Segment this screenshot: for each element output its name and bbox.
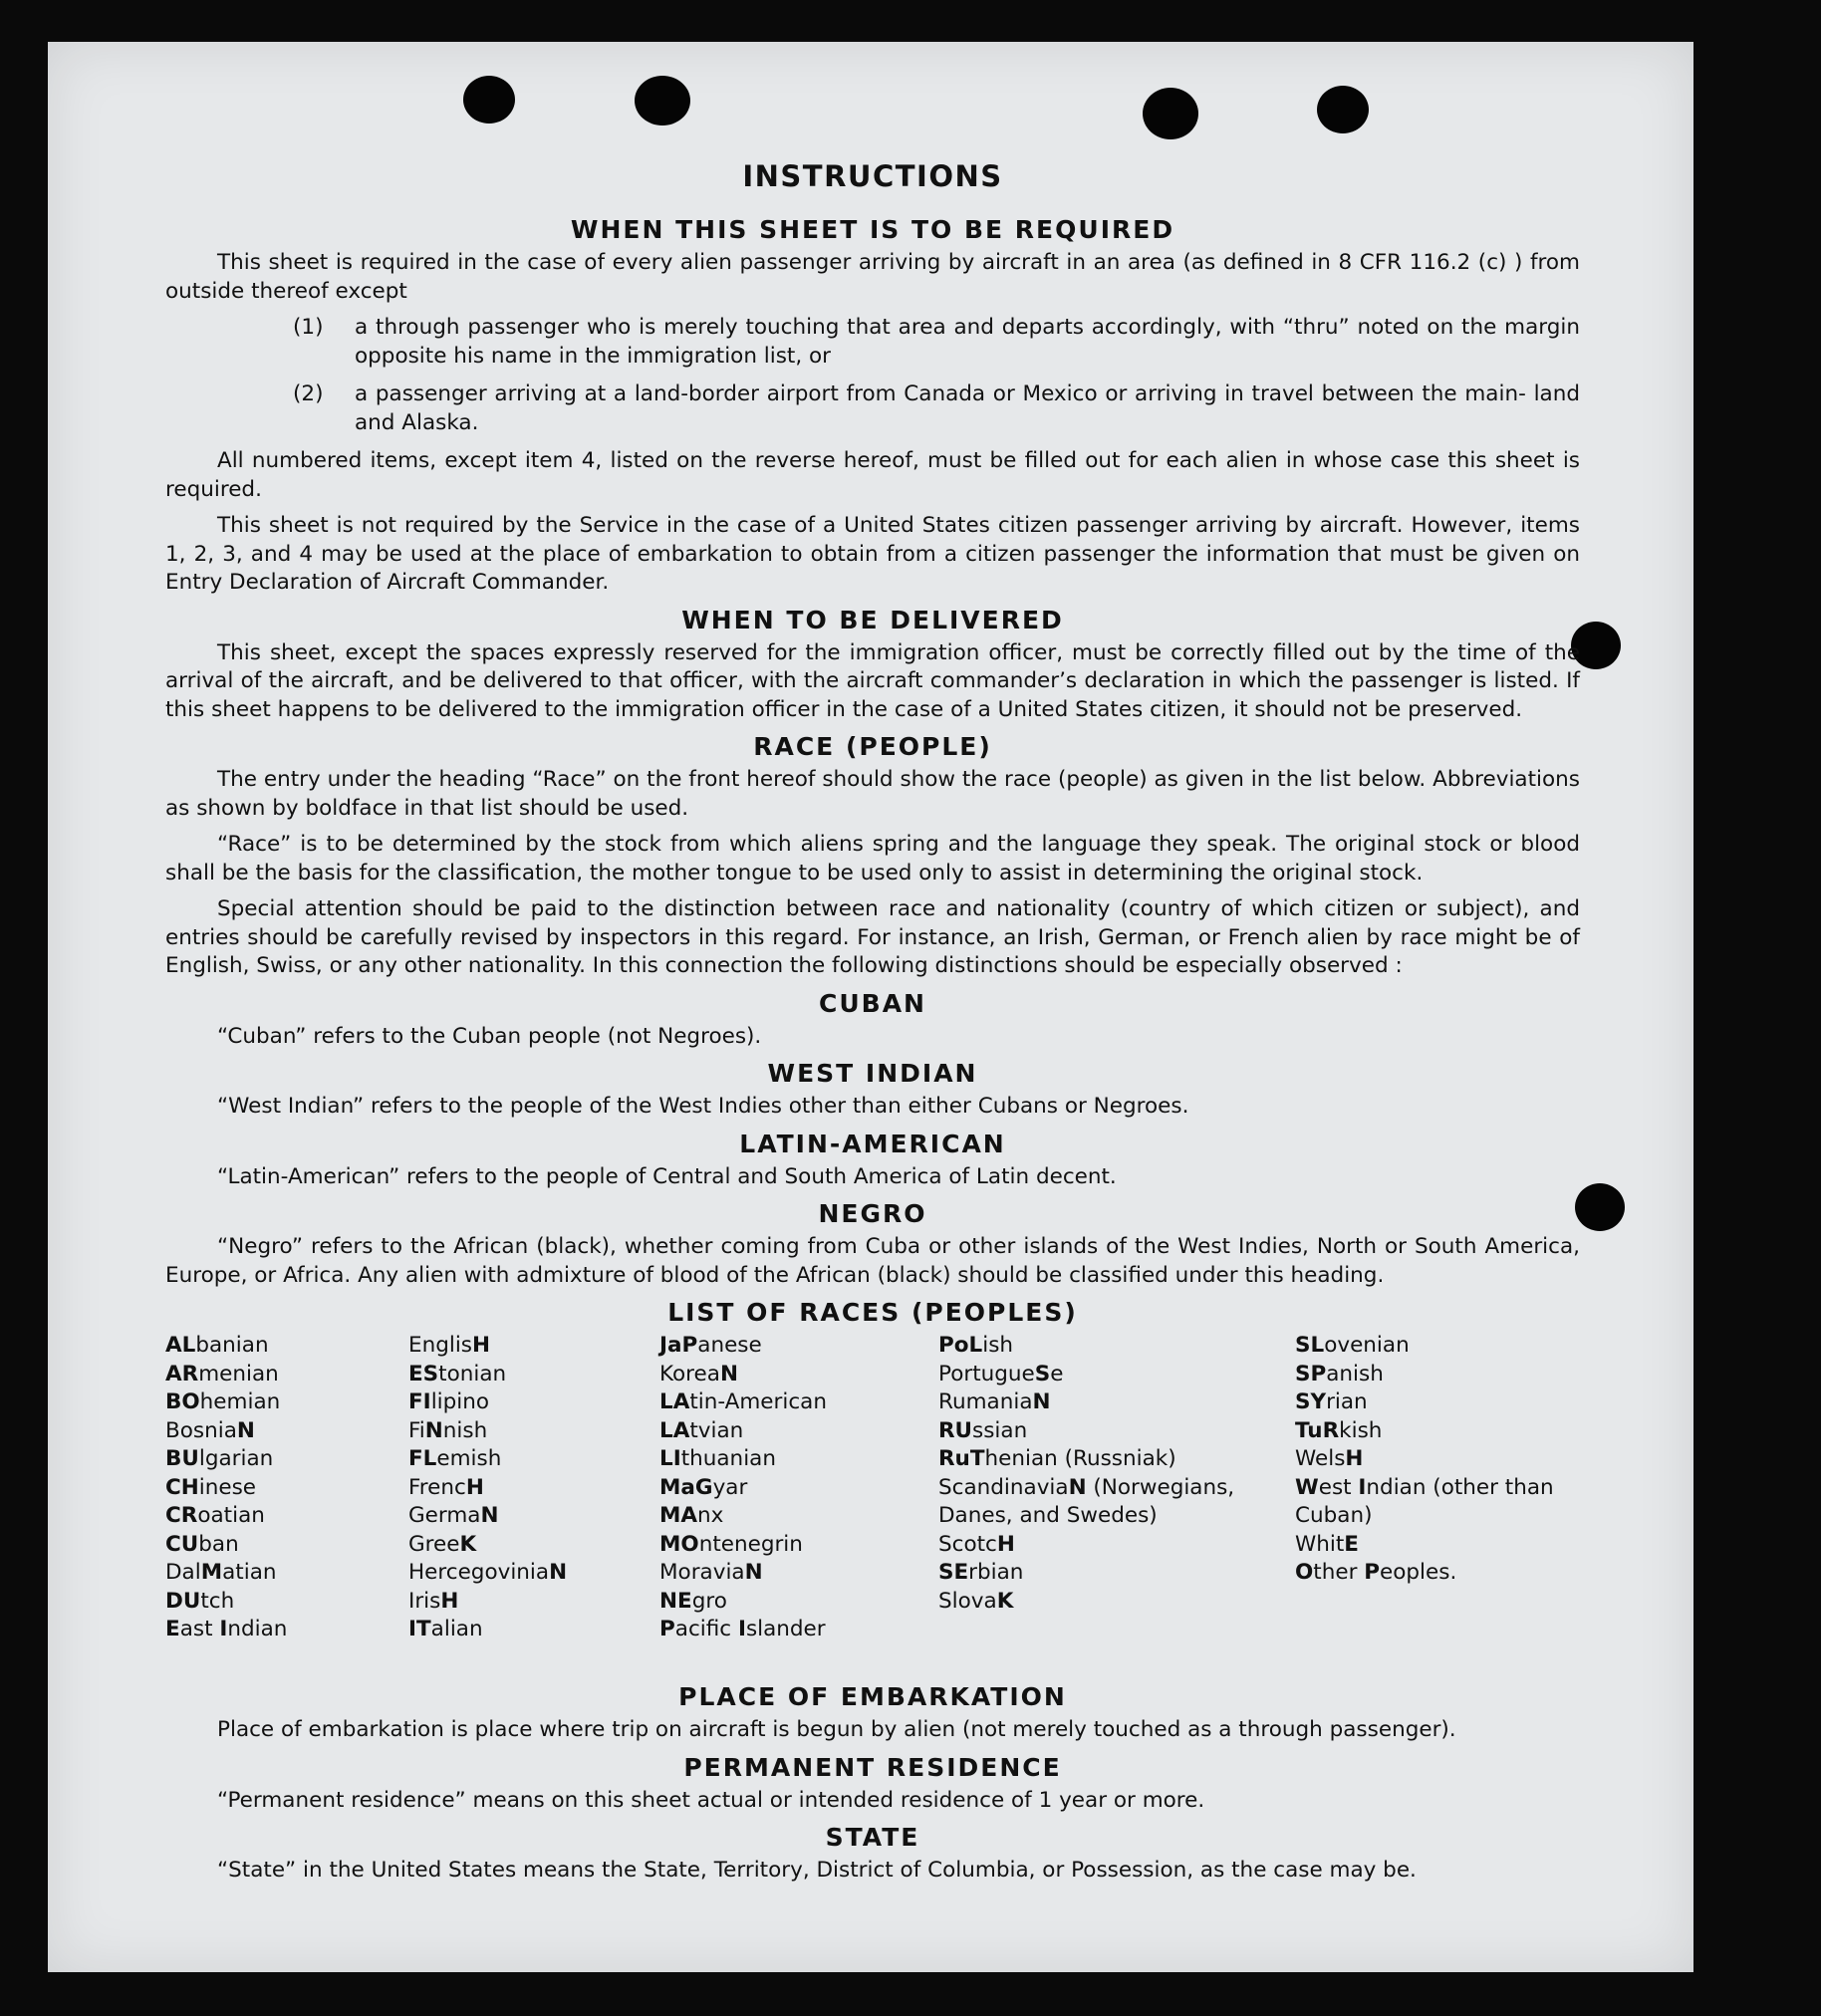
punch-hole	[463, 76, 515, 124]
section-heading-negro: NEGRO	[818, 1199, 927, 1228]
race-entry	[1295, 1332, 1574, 1361]
race-name-part: ndian	[227, 1617, 288, 1641]
race-name-part: tvian	[689, 1417, 744, 1443]
section-heading-list-of-races: LIST OF RACES (PEOPLES)	[667, 1298, 1078, 1327]
delivered-paragraph: This sheet, except the spaces expressly reserved for the immigration officer, must be correctly filled out by the time of the arrival of the aircraft, and be delivered to that officer, with the aircraft commander’s declaration in which the passenger is listed. If this sheet happens to be delivered to the immigration officer in the case of a United States citizen, it should not be preserved.	[165, 639, 1580, 722]
punch-hole	[1143, 88, 1198, 139]
race-entry	[408, 1474, 657, 1503]
race-entry	[408, 1388, 657, 1417]
race-abbreviation: N	[744, 1560, 763, 1585]
race-name-part: inese	[198, 1474, 257, 1500]
race-name-part: nx	[697, 1503, 724, 1528]
race-abbreviation: N	[236, 1417, 255, 1443]
race-abbreviation: PoL	[938, 1333, 983, 1358]
race-name-part: anese	[697, 1333, 762, 1358]
race-abbreviation: MO	[659, 1531, 699, 1557]
numbered-items-paragraph: All numbered items, except item 4, listed on the reverse hereof, must be filled out for each alien in whose case this sheet is required.	[165, 448, 1580, 502]
race-abbreviation: SL	[1295, 1333, 1325, 1358]
race-entry	[408, 1502, 657, 1531]
race-entry	[659, 1531, 938, 1560]
race-column	[659, 1332, 938, 1644]
race-abbreviation: N	[1032, 1389, 1051, 1414]
section-heading-race: RACE (PEOPLE)	[753, 732, 992, 761]
race-entry	[659, 1474, 938, 1503]
race-entry	[1295, 1531, 1574, 1560]
race-entry	[938, 1445, 1277, 1474]
section-heading-latin-american: LATIN-AMERICAN	[739, 1129, 1006, 1158]
section-heading-delivered: WHEN TO BE DELIVERED	[681, 605, 1064, 634]
race-entry	[165, 1361, 404, 1389]
race-entry	[659, 1388, 938, 1417]
race-name-part: Scotc	[938, 1531, 997, 1557]
race-abbreviation: SY	[1295, 1389, 1327, 1414]
race-entry	[165, 1502, 404, 1531]
race-name-part: e	[1050, 1361, 1064, 1386]
race-paragraph: The entry under the heading “Race” on the front hereof should show the race (people) as given in the list below. Abbreviations as shown by boldface in that list should be used.	[165, 767, 1580, 821]
race-abbreviation: H	[465, 1474, 484, 1500]
race-abbreviation: CU	[165, 1531, 199, 1557]
race-abbreviation: AR	[165, 1361, 199, 1386]
race-abbreviation: K	[459, 1531, 477, 1557]
race-entry	[408, 1531, 657, 1560]
race-entry	[659, 1417, 938, 1446]
race-abbreviation: MaG	[659, 1474, 713, 1500]
race-abbreviation: TuR	[1295, 1417, 1340, 1443]
race-name-part: ssian	[972, 1417, 1028, 1443]
race-entry	[1295, 1417, 1574, 1446]
race-abbreviation: K	[996, 1588, 1014, 1614]
race-abbreviation: SE	[938, 1560, 969, 1585]
race-abbreviation: LI	[659, 1446, 681, 1471]
race-abbreviation: CR	[165, 1503, 198, 1528]
race-name-part: Portugue	[938, 1361, 1035, 1386]
race-abbreviation: E	[1344, 1531, 1359, 1557]
race-abbreviation: LA	[659, 1417, 690, 1443]
race-abbreviation: ES	[408, 1361, 439, 1386]
race-name-part: Fi	[408, 1417, 425, 1443]
race-name-part: hemian	[199, 1389, 281, 1414]
section-heading-state: STATE	[825, 1823, 920, 1852]
punch-hole	[1575, 1183, 1625, 1231]
section-heading-residence: PERMANENT RESIDENCE	[683, 1752, 1062, 1782]
race-name-part: Bosnia	[165, 1417, 237, 1443]
race-name-part: tin-American	[689, 1389, 827, 1414]
race-abbreviation: I	[219, 1617, 228, 1641]
race-name-part: Iris	[408, 1588, 441, 1614]
race-entry	[659, 1588, 938, 1617]
race-entry	[165, 1445, 404, 1474]
race-name-part: ish	[982, 1333, 1014, 1358]
race-entry	[408, 1361, 657, 1389]
race-name-part: banian	[195, 1333, 269, 1358]
race-entry	[165, 1388, 404, 1417]
race-entry	[165, 1474, 404, 1503]
punch-hole	[1317, 86, 1369, 133]
race-name-part: alian	[430, 1617, 483, 1641]
race-name-part: acific	[674, 1617, 738, 1641]
race-name-part: anish	[1326, 1361, 1384, 1386]
section-heading-required: WHEN THIS SHEET IS TO BE REQUIRED	[570, 215, 1175, 244]
race-name-part: Dal	[165, 1560, 201, 1585]
race-abbreviation: LA	[659, 1389, 690, 1414]
race-entry	[408, 1559, 657, 1588]
race-entry	[938, 1332, 1277, 1361]
residence-definition: “Permanent residence” means on this sheet actual or intended residence of 1 year or more.	[217, 1787, 1205, 1813]
exception-item	[293, 314, 1580, 371]
section-heading-embarkation: PLACE OF EMBARKATION	[678, 1682, 1067, 1711]
citizen-paragraph: This sheet is not required by the Service in the case of a United States citizen passenger arriving by aircraft. However, items 1, 2, 3, and 4 may be used at the place of embarkation to obtain from a citizen passenger the information that must be given on Entry Declaration of Aircraft Commander.	[165, 513, 1580, 595]
page-title: INSTRUCTIONS	[742, 159, 1003, 193]
exception-item	[293, 380, 1580, 437]
race-name-part: est	[1318, 1474, 1359, 1500]
race-entry	[165, 1588, 404, 1617]
race-entry	[408, 1588, 657, 1617]
exception-number: (2)	[293, 381, 324, 406]
race-abbreviation: P	[659, 1617, 675, 1641]
race-abbreviation: FI	[408, 1389, 431, 1414]
document-page	[48, 42, 1693, 1972]
race-abbreviation: O	[1295, 1560, 1314, 1585]
race-abbreviation: BO	[165, 1389, 200, 1414]
race-name-part: Gree	[408, 1531, 460, 1557]
race-name-part: ndian (other than Cuban)	[1295, 1474, 1554, 1528]
race-name-part: oatian	[197, 1503, 265, 1528]
section-heading-west-indian: WEST INDIAN	[767, 1059, 978, 1088]
race-entry	[938, 1417, 1277, 1446]
race-name-part: rbian	[968, 1560, 1024, 1585]
race-abbreviation: H	[1345, 1446, 1364, 1471]
race-entry	[938, 1559, 1277, 1588]
section-heading-cuban: CUBAN	[819, 988, 926, 1018]
race-name-part: yar	[712, 1474, 748, 1500]
race-abbreviation: IT	[408, 1617, 431, 1641]
race-name-part: ther	[1313, 1560, 1365, 1585]
race-abbreviation: N	[1068, 1474, 1087, 1500]
race-name-part: menian	[198, 1361, 279, 1386]
race-name-part: lipino	[430, 1389, 490, 1414]
race-entry	[938, 1361, 1277, 1389]
race-abbreviation: N	[719, 1361, 738, 1386]
race-abbreviation: DU	[165, 1588, 201, 1614]
exception-text: a passenger arriving at a land-border airport from Canada or Mexico or arriving in travel between the main- land and Alaska.	[355, 381, 1580, 435]
race-entry	[659, 1616, 938, 1644]
race-entry	[1295, 1559, 1574, 1588]
race-abbreviation: AL	[165, 1333, 196, 1358]
race-abbreviation: SP	[1295, 1361, 1327, 1386]
race-name-part: Rumania	[938, 1389, 1033, 1414]
race-abbreviation: E	[165, 1617, 180, 1641]
negro-definition: “Negro” refers to the African (black), whether coming from Cuba or other islands of the West Indies, North or South America, Europe, or Africa. Any alien with admixture of blood of the African (black) should be classified under this heading.	[165, 1234, 1580, 1288]
race-entry	[165, 1332, 404, 1361]
race-name-part: lgarian	[198, 1446, 274, 1471]
race-name-part: Wels	[1295, 1446, 1346, 1471]
race-name-part: Hercegovinia	[408, 1560, 550, 1585]
race-abbreviation: FL	[408, 1446, 437, 1471]
west-indian-definition: “West Indian” refers to the people of the West Indies other than either Cubans or Negroes.	[217, 1094, 1189, 1119]
race-name-part: emish	[436, 1446, 502, 1471]
race-abbreviation: W	[1295, 1474, 1319, 1500]
race-entry	[165, 1531, 404, 1560]
race-column	[165, 1332, 404, 1644]
race-name-part: eoples.	[1380, 1560, 1457, 1585]
race-name-part: tch	[200, 1588, 235, 1614]
race-entry	[659, 1445, 938, 1474]
race-abbreviation: RuT	[938, 1446, 985, 1471]
race-entry	[165, 1559, 404, 1588]
race-name-part: (Norwegians, Danes, and Swedes)	[938, 1474, 1235, 1528]
race-abbreviation: H	[996, 1531, 1015, 1557]
race-name-part: henian (Russniak)	[984, 1446, 1176, 1471]
race-entry	[659, 1559, 938, 1588]
race-name-part: ntenegrin	[698, 1531, 803, 1557]
race-abbreviation: N	[424, 1417, 443, 1443]
race-abbreviation: BU	[165, 1446, 199, 1471]
race-abbreviation: I	[737, 1617, 746, 1641]
race-name-part: Englis	[408, 1333, 473, 1358]
race-name-part: kish	[1339, 1417, 1383, 1443]
race-entry	[1295, 1474, 1574, 1531]
race-name-part: Scandinavia	[938, 1474, 1069, 1500]
race-name-part: Moravia	[659, 1560, 745, 1585]
race-name-part: ovenian	[1324, 1333, 1410, 1358]
race-entry	[938, 1588, 1277, 1617]
race-abbreviation: H	[440, 1588, 459, 1614]
race-entry	[659, 1502, 938, 1531]
race-entry	[938, 1531, 1277, 1560]
exception-number: (1)	[293, 315, 324, 340]
required-intro: This sheet is required in the case of every alien passenger arriving by aircraft in an area (as defined in 8 CFR 116.2 (c) ) from outside thereof except	[165, 250, 1580, 304]
race-entry	[659, 1361, 938, 1389]
race-column	[408, 1332, 657, 1644]
race-entry	[938, 1388, 1277, 1417]
race-name-part: ban	[198, 1531, 239, 1557]
race-name-part: tonian	[438, 1361, 507, 1386]
race-name-part: nish	[442, 1417, 488, 1443]
race-abbreviation: RU	[938, 1417, 973, 1443]
race-abbreviation: I	[1358, 1474, 1367, 1500]
state-definition: “State” in the United States means the State, Territory, District of Columbia, or Possession, as the case may be.	[217, 1858, 1417, 1883]
cuban-definition: “Cuban” refers to the Cuban people (not Negroes).	[217, 1023, 762, 1049]
race-paragraph: “Race” is to be determined by the stock from which aliens spring and the language they speak. The original stock or blood shall be the basis for the classification, the mother tongue to be used only to assist in determining the original stock.	[165, 832, 1580, 885]
instructions-content	[165, 159, 1580, 1891]
race-list	[165, 1332, 1580, 1674]
race-abbreviation: N	[480, 1503, 499, 1528]
race-abbreviation: H	[472, 1333, 491, 1358]
race-entry	[659, 1332, 938, 1361]
latin-american-definition: “Latin-American” refers to the people of Central and South America of Latin decent.	[217, 1163, 1117, 1189]
race-abbreviation: NE	[659, 1588, 692, 1614]
exception-text: a through passenger who is merely touching that area and departs accordingly, with “thru” noted on the margin opposite his name in the immigration list, or	[355, 315, 1580, 369]
race-abbreviation: S	[1034, 1361, 1051, 1386]
race-entry	[165, 1417, 404, 1446]
race-name-part: Frenc	[408, 1474, 466, 1500]
race-name-part: Germa	[408, 1503, 481, 1528]
race-name-part: rian	[1326, 1389, 1368, 1414]
punch-hole	[635, 76, 690, 126]
race-entry	[1295, 1445, 1574, 1474]
race-entry	[408, 1445, 657, 1474]
race-entry	[1295, 1388, 1574, 1417]
race-column	[938, 1332, 1277, 1616]
race-name-part: thuanian	[680, 1446, 776, 1471]
embarkation-definition: Place of embarkation is place where trip on aircraft is begun by alien (not merely touched as a through passenger).	[217, 1717, 1456, 1742]
race-name-part: Slova	[938, 1588, 997, 1614]
race-abbreviation: N	[549, 1560, 568, 1585]
race-abbreviation: P	[1364, 1560, 1381, 1585]
race-name-part: ast	[179, 1617, 220, 1641]
race-name-part: Korea	[659, 1361, 720, 1386]
race-abbreviation: MA	[659, 1503, 698, 1528]
race-abbreviation: JaP	[659, 1333, 698, 1358]
race-entry	[408, 1616, 657, 1644]
race-entry	[408, 1417, 657, 1446]
race-name-part: atian	[222, 1560, 277, 1585]
race-name-part: Whit	[1295, 1531, 1345, 1557]
race-entry	[165, 1616, 404, 1644]
race-name-part: slander	[745, 1617, 826, 1641]
race-abbreviation: CH	[165, 1474, 199, 1500]
race-entry	[938, 1474, 1277, 1531]
race-abbreviation: M	[200, 1560, 223, 1585]
race-entry	[1295, 1361, 1574, 1389]
race-column	[1295, 1332, 1574, 1588]
race-paragraph: Special attention should be paid to the distinction between race and nationality (country of which citizen or subject), and entries should be carefully revised by inspectors in this regard. For instance, an Irish, German, or French alien by race might be of English, Swiss, or any other nationality. In this connection the following distinctions should be especially observed :	[165, 896, 1580, 978]
race-name-part: gro	[691, 1588, 727, 1614]
race-entry	[408, 1332, 657, 1361]
